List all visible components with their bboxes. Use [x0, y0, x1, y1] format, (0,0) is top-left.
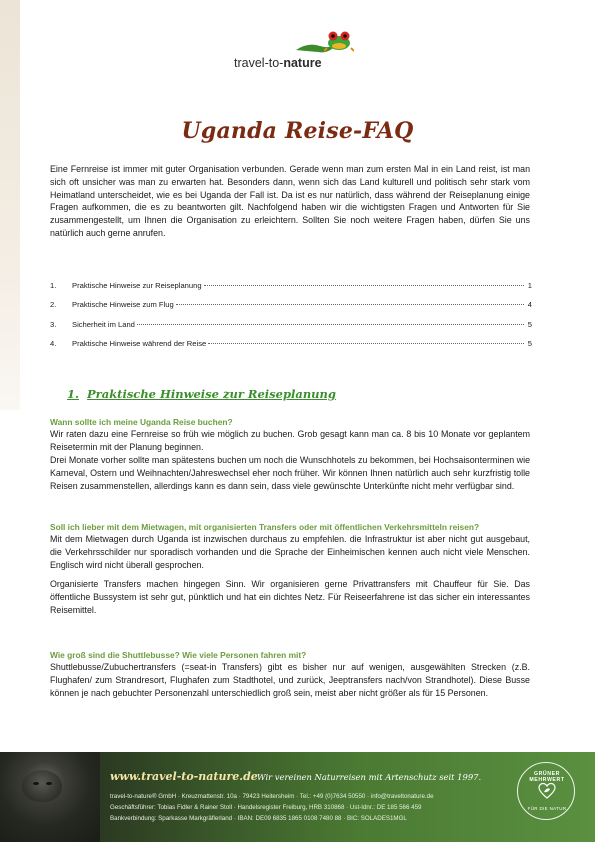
- toc-page-number: 1: [527, 281, 532, 290]
- toc-page-number: 5: [527, 339, 532, 349]
- side-decoration-strip: [0, 0, 20, 410]
- gorilla-face: [22, 770, 62, 802]
- faq-question: Wie groß sind die Shuttlebusse? Wie viele Personen fahren mit?: [50, 650, 307, 660]
- toc-label[interactable]: Praktische Hinweise während der Reise: [72, 339, 207, 349]
- faq-answer: Wir raten dazu eine Fernreise so früh wie möglich zu buchen. Grob gesagt kann man ca. 8 bis 10 Monate vor geplantem Reisetermin mit der Planung beginnen.: [50, 429, 530, 452]
- toc-label[interactable]: Sicherheit im Land: [72, 319, 135, 329]
- toc-leader-dots: [176, 304, 524, 305]
- toc-leader-dots: [208, 343, 524, 344]
- badge-top-text: GRÜNER MEHRWERT: [529, 771, 565, 783]
- toc-label[interactable]: Praktische Hinweise zum Flug: [72, 300, 174, 310]
- faq-question: Soll ich lieber mit dem Mietwagen, mit organisierten Transfers oder mit öffentlichen Verkehrsmitteln reisen?: [50, 522, 480, 532]
- faq-answer: Organisierte Transfers machen hingegen Sinn. Wir organisieren gerne Privattransfers mit Chauffeur für Sie. Das öffentliche Bussystem ist sehr gut, pünktlich und hat ein dichtes Netz. Für Reiseerfahrene ist das sicher ein interessantes Reisemittel.: [50, 578, 530, 615]
- toc-page-number: 5: [527, 319, 532, 329]
- brand-name: travel-to-nature: [234, 56, 322, 70]
- footer-bank-line: Bankverbindung: Sparkasse Markgräflerland · IBAN: DE09 6835 1865 0108 7480 88 · BIC: SOLADES1MGL: [110, 815, 407, 822]
- footer-slogan: Wir vereinen Naturreisen mit Artenschutz seit 1997.: [257, 772, 482, 782]
- faq-answer: Mit dem Mietwagen durch Uganda ist inzwischen durchaus zu empfehlen. die Infrastruktur ist aber nicht gut ausgebaut, die Verkehrsschilder nur sporadisch vorhanden und die Sprache der Einheimischen kennen auch nicht viele Menschen. Englisch wird nicht überall gesprochen.: [50, 534, 530, 570]
- footer-website-link[interactable]: www.travel-to-nature.de: [110, 770, 258, 783]
- faq-item-transport: [50, 521, 530, 616]
- footer-contact-line: travel-to-nature® GmbH · Kreuzmattenstr. 10a · 79423 Heitersheim · Tel.: +49 (0)7634 50550 · info@traveltonature.de: [110, 793, 434, 800]
- toc-row[interactable]: [50, 320, 532, 339]
- toc-number: 3.: [50, 319, 57, 329]
- toc-leader-dots: [137, 324, 524, 325]
- toc-label[interactable]: Praktische Hinweise zur Reiseplanung: [72, 281, 202, 290]
- toc-leader-dots: [204, 285, 524, 286]
- toc-row[interactable]: [50, 281, 532, 300]
- frog-icon: [324, 28, 354, 52]
- faq-answer: Shuttlebusse/Zubuchertransfers (=seat-in Transfers) gibt es bisher nur auf wenigen, ausgewählten Strecken (z.B. Flughafen/ zum Strandresort, Flughafen zum Stadthotel, und zurück, Jeeptransfers nach/von Strandhotel). Diese Busse können je nach gebuchter Personenzahl unterschiedlich groß sein, meist aber nicht größer als für 15 Personen.: [50, 662, 530, 698]
- green-value-badge: [517, 762, 575, 820]
- toc-page-number: 4: [527, 300, 532, 310]
- faq-answer: Drei Monate vorher sollte man spätestens buchen um noch die Wunschhotels zu bekommen, bei Hochsaisonterminen wie Karneval, Ostern und Weihnachten/Jahreswechsel eher noch früher. Wir können Ihnen natürlich auch sehr kurzfristig tolle Reisen zusammenstellen, allerdings kann es dann sein, dass viele gewünschte Unterkünfte nicht mehr verfügbar sind.: [50, 454, 530, 491]
- gorilla-photo: [0, 752, 100, 842]
- intro-paragraph: Eine Fernreise ist immer mit guter Organisation verbunden. Gerade wenn man zum ersten Mal in ein Land reist, ist man sich oft unsicher was man zu erwarten hat. Besonders dann, wenn sich das Land kulturell und politisch sehr stark vom Heimatland unterscheidet, wie es bei Uganda der Fall ist. Da ist es nur natürlich, dass während der Reiseplanung einige Fragen aufkommen, die es zu beantworten gilt. Nachfolgend haben wir die wichtigsten Fragen und Antworten für Sie zusammengestellt, um Ihnen die Organisation zu erleichtern. Sollten Sie noch weitere Fragen haben, dürfen Sie uns natürlich auch gerne anrufen.: [50, 164, 530, 238]
- faq-item-booking-time: [50, 416, 530, 493]
- section-number: 1.: [67, 387, 80, 401]
- section-heading: [67, 387, 336, 401]
- toc-number: 2.: [50, 300, 57, 310]
- faq-question: Wann sollte ich meine Uganda Reise buchen?: [50, 417, 233, 427]
- table-of-contents: [50, 281, 532, 359]
- footer-registry-line: Geschäftsführer: Tobias Fidler & Rainer Stoll · Handelsregister Freiburg, HRB 310868 · Ust-Idnr.: DE 185 566 459: [110, 804, 422, 811]
- gorilla-eye: [33, 782, 39, 785]
- page-title: Uganda Reise-FAQ: [181, 118, 414, 144]
- company-logo[interactable]: [232, 28, 352, 72]
- toc-row[interactable]: [50, 339, 532, 358]
- gorilla-eye: [46, 782, 52, 785]
- toc-number: 1.: [50, 281, 57, 290]
- heart-leaf-icon: [537, 781, 557, 801]
- page-footer: [0, 752, 595, 842]
- badge-bottom-text: FÜR DIE NATUR: [527, 806, 567, 811]
- toc-number: 4.: [50, 339, 57, 349]
- faq-item-shuttle: [50, 649, 530, 700]
- toc-row[interactable]: [50, 300, 532, 319]
- section-title: Praktische Hinweise zur Reiseplanung: [87, 387, 336, 401]
